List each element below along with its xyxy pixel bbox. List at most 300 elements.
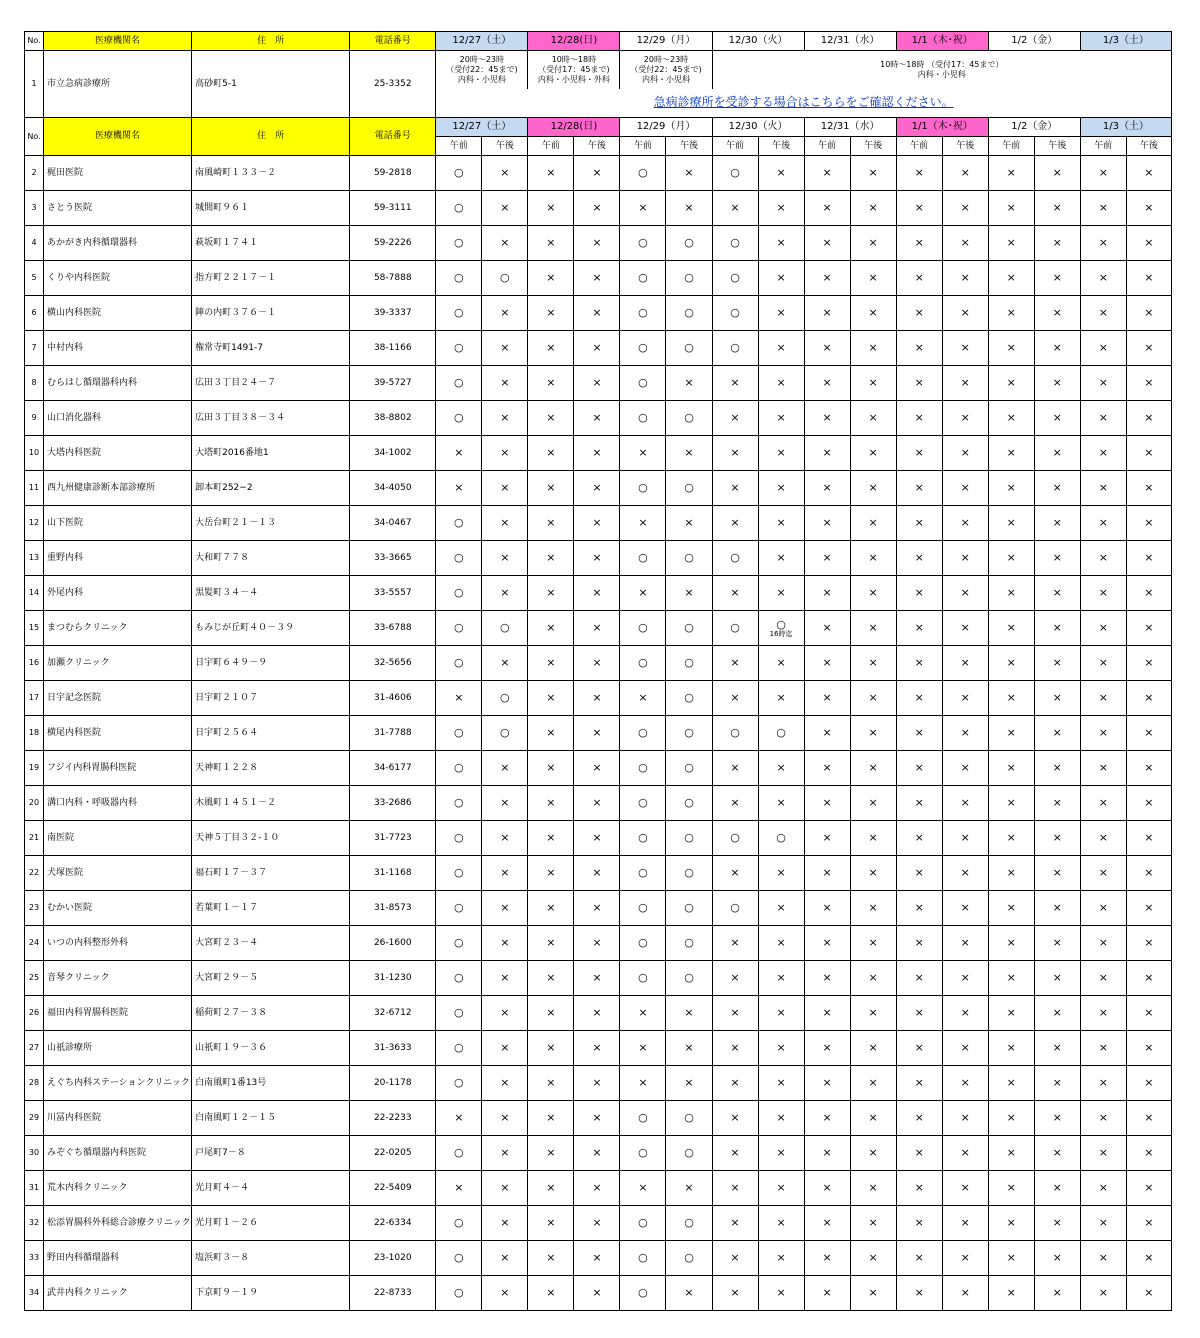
status-cell [666,1241,712,1276]
day-header: 12/31（水） [804,118,896,137]
closed-mark: × [914,166,924,180]
clinic-phone: 39-5727 [350,366,436,401]
closed-mark: × [500,1041,510,1055]
closed-mark: × [1006,761,1016,775]
clinic-row [25,156,1172,191]
open-mark: ○ [638,656,648,670]
closed-mark: × [914,446,924,460]
closed-mark: × [868,831,878,845]
closed-mark: × [730,481,740,495]
closed-mark: × [960,1216,970,1230]
clinic-phone: 32-5656 [350,646,436,681]
day-header: 1/3（土） [1080,32,1171,51]
clinic-address: 陣の内町３７６－１ [192,296,350,331]
row-number: 13 [25,541,44,576]
status-cell [620,681,666,716]
status-cell [528,856,574,891]
clinic-name: 横尾内科医院 [44,716,192,751]
closed-mark: × [1098,1181,1108,1195]
hours-line: 10時～18時 [551,54,597,64]
status-cell [482,751,528,786]
status-cell [988,1276,1034,1311]
clinic-phone: 20-1178 [350,1066,436,1101]
closed-mark: × [500,306,510,320]
open-mark: ○ [454,1076,464,1090]
status-cell [528,576,574,611]
status-cell [436,1136,482,1171]
status-cell [1034,646,1080,681]
closed-mark: × [868,866,878,880]
open-mark: ○ [638,831,648,845]
status-cell [804,1101,850,1136]
status-cell [436,681,482,716]
status-cell [712,436,758,471]
status-cell [1080,1206,1126,1241]
closed-mark: × [454,1181,464,1195]
status-cell [896,296,942,331]
status-cell [804,1136,850,1171]
closed-mark: × [730,1006,740,1020]
emergency-clinic-link[interactable]: 急病診療所を受診する場合はこちらをご確認ください。 [653,95,954,110]
closed-mark: × [592,586,602,600]
status-cell [436,926,482,961]
status-cell [758,156,804,191]
closed-mark: × [960,551,970,565]
clinic-phone: 34-6177 [350,751,436,786]
status-cell [758,821,804,856]
open-mark: ○ [454,201,464,215]
status-cell [528,996,574,1031]
open-mark: ○ [638,481,648,495]
status-cell [620,296,666,331]
closed-mark: × [776,1216,786,1230]
closed-mark: × [822,446,832,460]
status-cell [896,331,942,366]
open-mark: ○ [638,1216,648,1230]
status-cell [436,751,482,786]
status-cell [988,716,1034,751]
closed-mark: × [546,586,556,600]
status-cell [942,1171,988,1206]
status-cell [804,891,850,926]
status-cell [620,1241,666,1276]
status-cell [1126,611,1171,646]
clinic-phone: 33-6788 [350,611,436,646]
closed-mark: × [914,306,924,320]
closed-mark: × [960,1111,970,1125]
row-number: 32 [25,1206,44,1241]
row-number: 8 [25,366,44,401]
clinic-header-row [25,118,1172,137]
status-cell [1034,1101,1080,1136]
closed-mark: × [546,1006,556,1020]
status-cell [620,996,666,1031]
status-cell [804,506,850,541]
clinic-row [25,1276,1172,1311]
closed-mark: × [500,761,510,775]
status-cell [988,436,1034,471]
clinic-phone: 59-2818 [350,156,436,191]
closed-mark: × [914,1076,924,1090]
closed-mark: × [684,201,694,215]
day-header: 12/31（水） [804,32,896,51]
closed-mark: × [592,411,602,425]
closed-mark: × [546,1216,556,1230]
closed-mark: × [914,1146,924,1160]
clinic-row [25,1206,1172,1241]
status-cell [804,261,850,296]
status-cell [1080,1171,1126,1206]
closed-mark: × [500,1111,510,1125]
closed-mark: × [1006,1041,1016,1055]
status-cell [988,681,1034,716]
clinic-address: 福石町１７－３７ [192,856,350,891]
clinic-name: むらはし循環器科内科 [44,366,192,401]
status-cell [1126,961,1171,996]
status-cell [436,786,482,821]
status-cell [436,611,482,646]
status-cell [988,1206,1034,1241]
status-cell [482,296,528,331]
closed-mark: × [1144,376,1154,390]
status-cell [666,1136,712,1171]
status-cell [666,296,712,331]
status-cell [482,961,528,996]
row-number: 5 [25,261,44,296]
status-cell [482,401,528,436]
status-cell [988,1101,1034,1136]
closed-mark: × [1098,831,1108,845]
status-cell [666,961,712,996]
closed-mark: × [500,656,510,670]
closed-mark: × [914,761,924,775]
open-mark: ○ [638,971,648,985]
status-cell [574,261,620,296]
status-cell [528,1241,574,1276]
closed-mark: × [730,446,740,460]
status-cell [1034,856,1080,891]
status-cell [942,261,988,296]
closed-mark: × [592,1216,602,1230]
status-cell [758,226,804,261]
day-header: 12/30（火） [712,32,804,51]
clinic-name: 音琴クリニック [44,961,192,996]
status-cell [1034,996,1080,1031]
clinic-name: 松添胃腸科外科総合診療クリニック [44,1206,192,1241]
closed-mark: × [1006,306,1016,320]
closed-mark: × [1098,236,1108,250]
closed-mark: × [592,236,602,250]
status-cell [1080,401,1126,436]
status-cell [436,996,482,1031]
status-cell [436,821,482,856]
status-cell [850,1241,896,1276]
closed-mark: × [592,656,602,670]
status-cell [666,716,712,751]
status-cell [1034,751,1080,786]
status-cell [436,856,482,891]
status-cell [1126,926,1171,961]
am-header: 午前 [896,137,942,156]
pm-header: 午後 [574,137,620,156]
header-phone: 電話番号 [350,118,436,156]
status-cell [896,716,942,751]
clinic-address: 黒髪町３４－４ [192,576,350,611]
status-cell [1126,1171,1171,1206]
closed-mark: × [960,621,970,635]
row-number: 2 [25,156,44,191]
status-cell [620,506,666,541]
status-cell [620,471,666,506]
status-cell [758,786,804,821]
clinic-row [25,366,1172,401]
status-cell [804,1241,850,1276]
status-cell [850,961,896,996]
closed-mark: × [1052,446,1062,460]
closed-mark: × [592,516,602,530]
closed-mark: × [1144,1111,1154,1125]
status-cell [436,191,482,226]
closed-mark: × [500,831,510,845]
status-cell [942,751,988,786]
status-cell [574,611,620,646]
status-cell [1034,471,1080,506]
status-cell [804,996,850,1031]
closed-mark: × [914,481,924,495]
status-cell [1126,436,1171,471]
closed-mark: × [1144,656,1154,670]
closed-mark: × [868,901,878,915]
status-cell [436,1206,482,1241]
closed-mark: × [1052,1041,1062,1055]
status-cell [1126,261,1171,296]
status-cell [528,436,574,471]
status-cell [528,681,574,716]
status-cell [1080,156,1126,191]
status-cell [528,1101,574,1136]
closed-mark: × [1144,866,1154,880]
status-cell [574,576,620,611]
closed-mark: × [1006,621,1016,635]
status-cell [712,261,758,296]
clinic-name: 荒木内科クリニック [44,1171,192,1206]
closed-mark: × [868,376,878,390]
row-number: 34 [25,1276,44,1311]
status-cell [1126,681,1171,716]
clinic-phone: 22-0205 [350,1136,436,1171]
closed-mark: × [1098,306,1108,320]
status-cell [988,506,1034,541]
closed-mark: × [592,1146,602,1160]
closed-mark: × [592,551,602,565]
status-cell [574,821,620,856]
status-cell [666,1171,712,1206]
closed-mark: × [1052,866,1062,880]
open-mark: ○ [638,1111,648,1125]
status-cell [758,1136,804,1171]
status-cell [666,541,712,576]
closed-mark: × [1098,1216,1108,1230]
status-cell [896,856,942,891]
clinic-phone: 22-5409 [350,1171,436,1206]
hours-line: 10時～18時 （受付17：45まで） [880,59,1004,69]
closed-mark: × [960,236,970,250]
closed-mark: × [868,1111,878,1125]
closed-mark: × [546,1286,556,1300]
status-cell [666,926,712,961]
open-mark: ○ [638,621,648,635]
status-cell [574,1031,620,1066]
closed-mark: × [1006,446,1016,460]
closed-mark: × [776,341,786,355]
closed-mark: × [454,481,464,495]
status-cell [804,191,850,226]
closed-mark: × [592,376,602,390]
closed-mark: × [914,271,924,285]
closed-mark: × [1098,971,1108,985]
status-cell [712,1276,758,1311]
open-mark: ○ [454,831,464,845]
status-cell [482,331,528,366]
closed-mark: × [500,1006,510,1020]
closed-mark: × [638,1181,648,1195]
status-cell [850,786,896,821]
clinic-address: 大和町７７８ [192,541,350,576]
closed-mark: × [730,516,740,530]
status-cell [942,436,988,471]
status-cell [712,856,758,891]
status-cell [712,926,758,961]
closed-mark: × [1144,1216,1154,1230]
status-cell [666,1066,712,1101]
closed-mark: × [592,691,602,705]
closed-mark: × [546,831,556,845]
status-cell [942,296,988,331]
closed-mark: × [546,691,556,705]
status-cell [942,401,988,436]
closed-mark: × [914,201,924,215]
clinic-row [25,576,1172,611]
clinic-address: 光月町４－４ [192,1171,350,1206]
status-cell [666,1101,712,1136]
closed-mark: × [546,796,556,810]
status-cell [758,681,804,716]
status-cell [988,1241,1034,1276]
open-mark: ○ [500,691,510,705]
clinic-phone: 59-2226 [350,226,436,261]
closed-mark: × [960,691,970,705]
closed-mark: × [1052,1111,1062,1125]
status-cell [1126,1276,1171,1311]
clinic-row [25,1066,1172,1101]
closed-mark: × [960,376,970,390]
open-mark: ○ [638,1251,648,1265]
closed-mark: × [1098,376,1108,390]
hours-info [436,51,528,89]
status-cell [942,611,988,646]
status-cell [482,471,528,506]
closed-mark: × [1144,726,1154,740]
closed-mark: × [776,691,786,705]
open-mark: ○ [638,271,648,285]
status-cell [712,506,758,541]
header-address: 住 所 [192,118,350,156]
closed-mark: × [1098,1251,1108,1265]
status-cell [712,226,758,261]
status-cell [850,646,896,681]
status-cell [804,751,850,786]
clinic-address: 山祇町１９－３６ [192,1031,350,1066]
closed-mark: × [730,1146,740,1160]
status-cell [942,996,988,1031]
status-cell [1034,716,1080,751]
clinic-row [25,961,1172,996]
row-number: 14 [25,576,44,611]
status-cell [804,681,850,716]
closed-mark: × [592,726,602,740]
closed-mark: × [730,411,740,425]
status-cell [804,1171,850,1206]
open-mark: ○ [730,726,740,740]
status-cell [620,716,666,751]
status-cell [482,576,528,611]
closed-mark: × [1098,866,1108,880]
closed-mark: × [914,866,924,880]
status-cell [574,226,620,261]
closed-mark: × [546,446,556,460]
clinic-name: 野田内科循環器科 [44,1241,192,1276]
closed-mark: × [500,1076,510,1090]
closed-mark: × [1098,1146,1108,1160]
status-cell [804,786,850,821]
status-cell [850,1136,896,1171]
status-cell [574,996,620,1031]
status-cell [1034,191,1080,226]
status-cell [574,1101,620,1136]
status-cell [1126,646,1171,681]
status-cell [1126,716,1171,751]
clinic-name: 加瀬クリニック [44,646,192,681]
closed-mark: × [1144,236,1154,250]
closed-mark: × [822,1216,832,1230]
closed-mark: × [868,796,878,810]
status-cell [896,891,942,926]
closed-mark: × [1098,271,1108,285]
open-mark: ○ [638,936,648,950]
closed-mark: × [776,586,786,600]
open-mark: ○ [730,621,740,635]
clinic-phone: 22-8733 [350,1276,436,1311]
clinic-address: 木風町１４５１－２ [192,786,350,821]
status-cell [758,996,804,1031]
closed-mark: × [546,1076,556,1090]
status-cell [482,1276,528,1311]
closed-mark: × [776,481,786,495]
clinic-name: 溝口内科・呼吸器内科 [44,786,192,821]
clinic-address: 指方町２２１７－１ [192,261,350,296]
status-cell [988,331,1034,366]
open-mark: ○ [684,761,694,775]
closed-mark: × [500,166,510,180]
closed-mark: × [914,1286,924,1300]
clinic-phone: 31-3633 [350,1031,436,1066]
day-header: 1/1（木･祝） [896,32,988,51]
status-cell [620,331,666,366]
status-cell [850,366,896,401]
status-cell [988,856,1034,891]
status-cell [620,751,666,786]
open-mark: ○ [638,866,648,880]
